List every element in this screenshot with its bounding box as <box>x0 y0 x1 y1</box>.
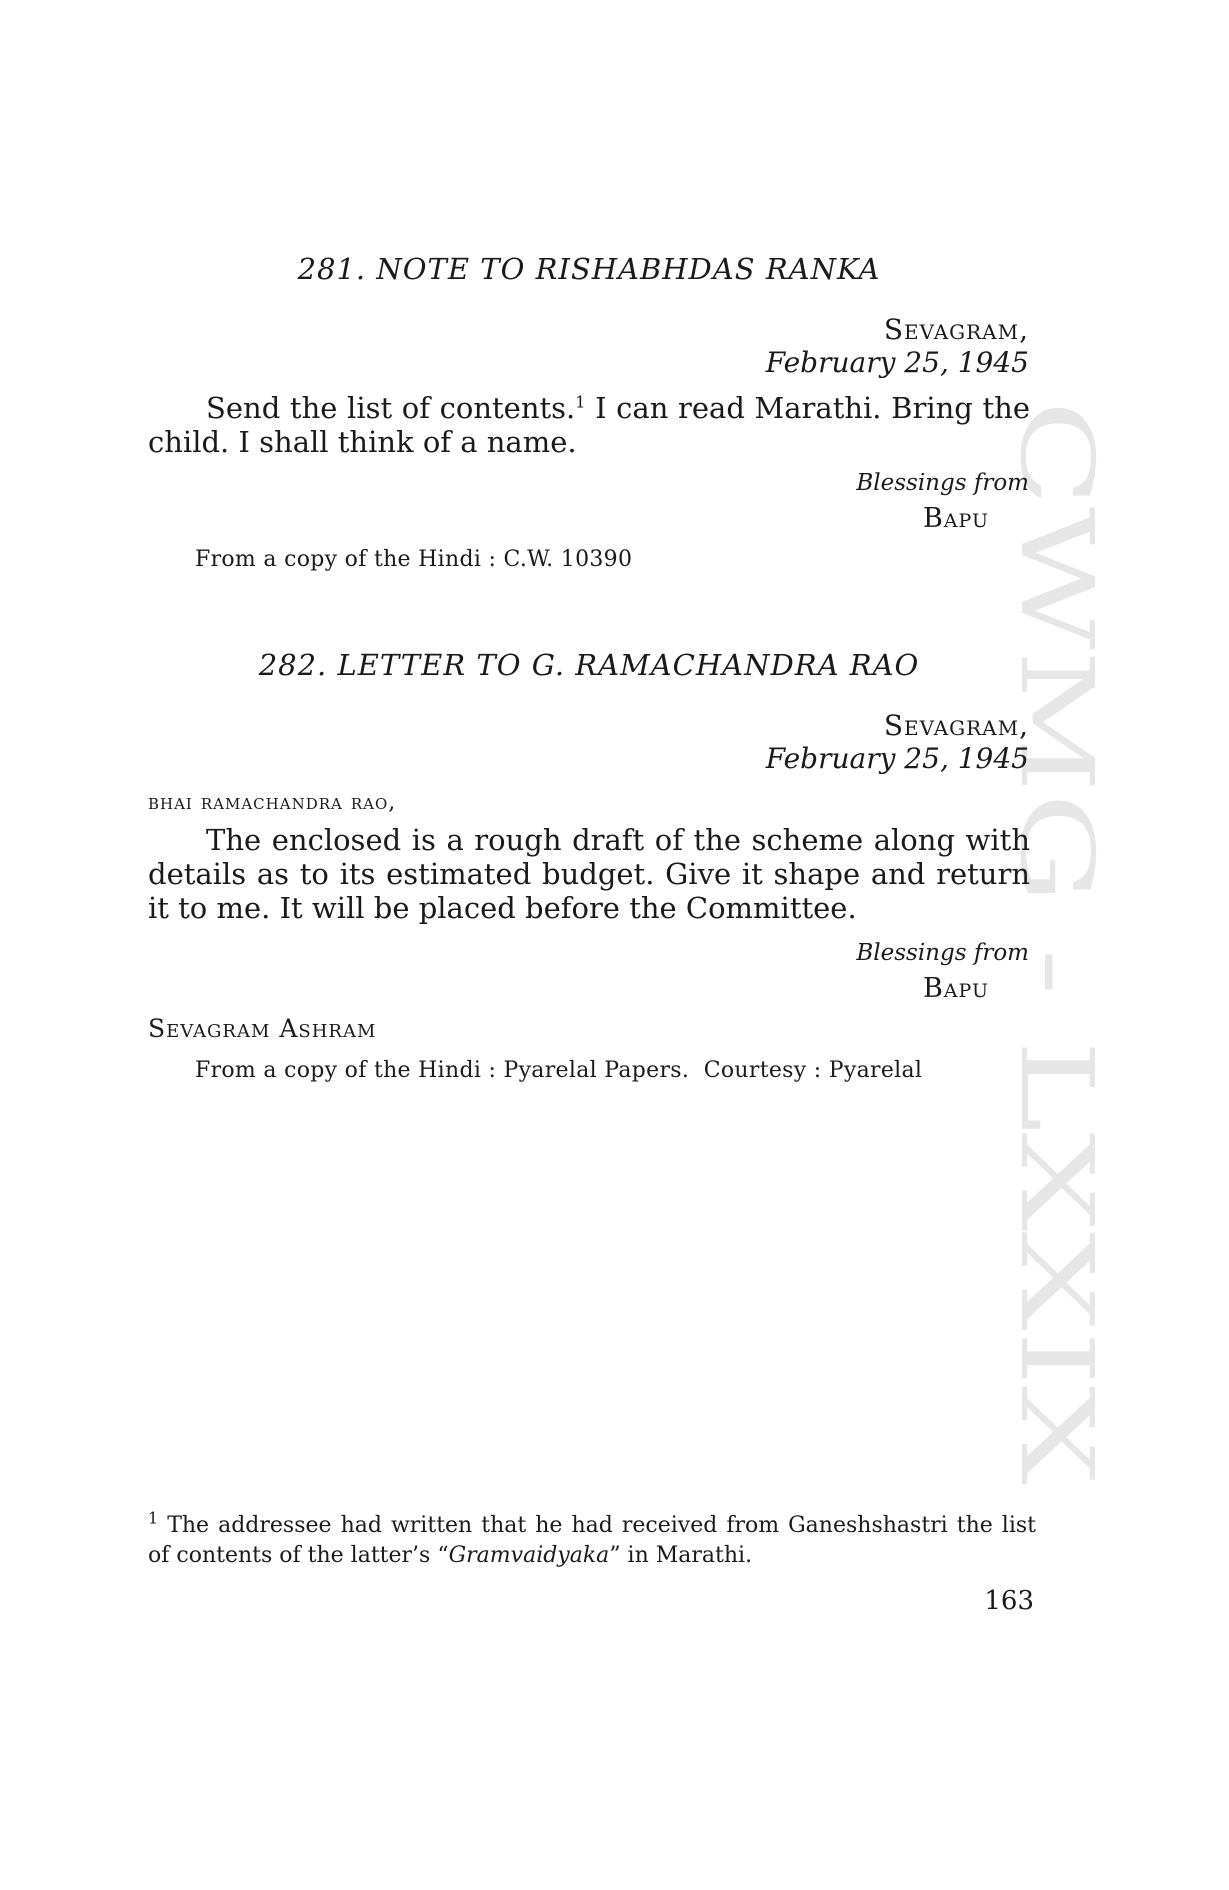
page-number: 163 <box>984 1586 1034 1616</box>
footnote-marker: 1 <box>148 1508 159 1528</box>
footnote <box>148 1508 1036 1571</box>
section-281-heading: 281. NOTE TO RISHABHDAS RANKA <box>297 252 881 286</box>
section-282-blessings: Blessings from <box>856 940 1029 966</box>
watermark-text: CWMG - LXXIX <box>1000 400 1110 1179</box>
section-282-body <box>148 823 1030 925</box>
footnote-reference: 1 <box>575 392 586 412</box>
section-281-date: February 25, 1945 <box>765 346 1029 379</box>
section-282-address: Sevagram Ashram <box>148 1014 377 1043</box>
footnote-text-after: ” in Marathi. <box>609 1543 753 1568</box>
section-281-place: Sevagram, <box>883 313 1029 346</box>
section-281-signature: Bapu <box>922 503 989 534</box>
section-282-salutation: bhai ramachandra rao, <box>148 790 397 815</box>
section-281-body-part2: I can read Marathi. Bring the child. I shall think of a name. <box>148 391 1030 459</box>
section-282-body-text: The enclosed is a rough draft of the scheme along with details as to its estimated budget. Give it shape and return it to me. It will be placed before the Committee. <box>148 823 1030 925</box>
section-282-place: Sevagram, <box>883 709 1029 742</box>
section-282-date: February 25, 1945 <box>765 742 1029 775</box>
footnote-text-before: The addressee had written that he had received from Ganeshshastri the list of contents of the latter’s “ <box>148 1513 1036 1568</box>
section-282-source: From a copy of the Hindi : Pyarelal Papers. Courtesy : Pyarelal <box>195 1058 923 1083</box>
section-282-heading: 282. LETTER TO G. RAMACHANDRA RAO <box>258 648 920 682</box>
section-281-blessings: Blessings from <box>856 470 1029 496</box>
section-281-source: From a copy of the Hindi : C.W. 10390 <box>195 547 633 572</box>
footnote-italic-title: Gramvaidyaka <box>448 1543 610 1568</box>
section-281-body <box>148 391 1030 459</box>
section-282-signature: Bapu <box>922 973 989 1004</box>
section-281-body-part1: Send the list of contents. <box>206 391 576 425</box>
